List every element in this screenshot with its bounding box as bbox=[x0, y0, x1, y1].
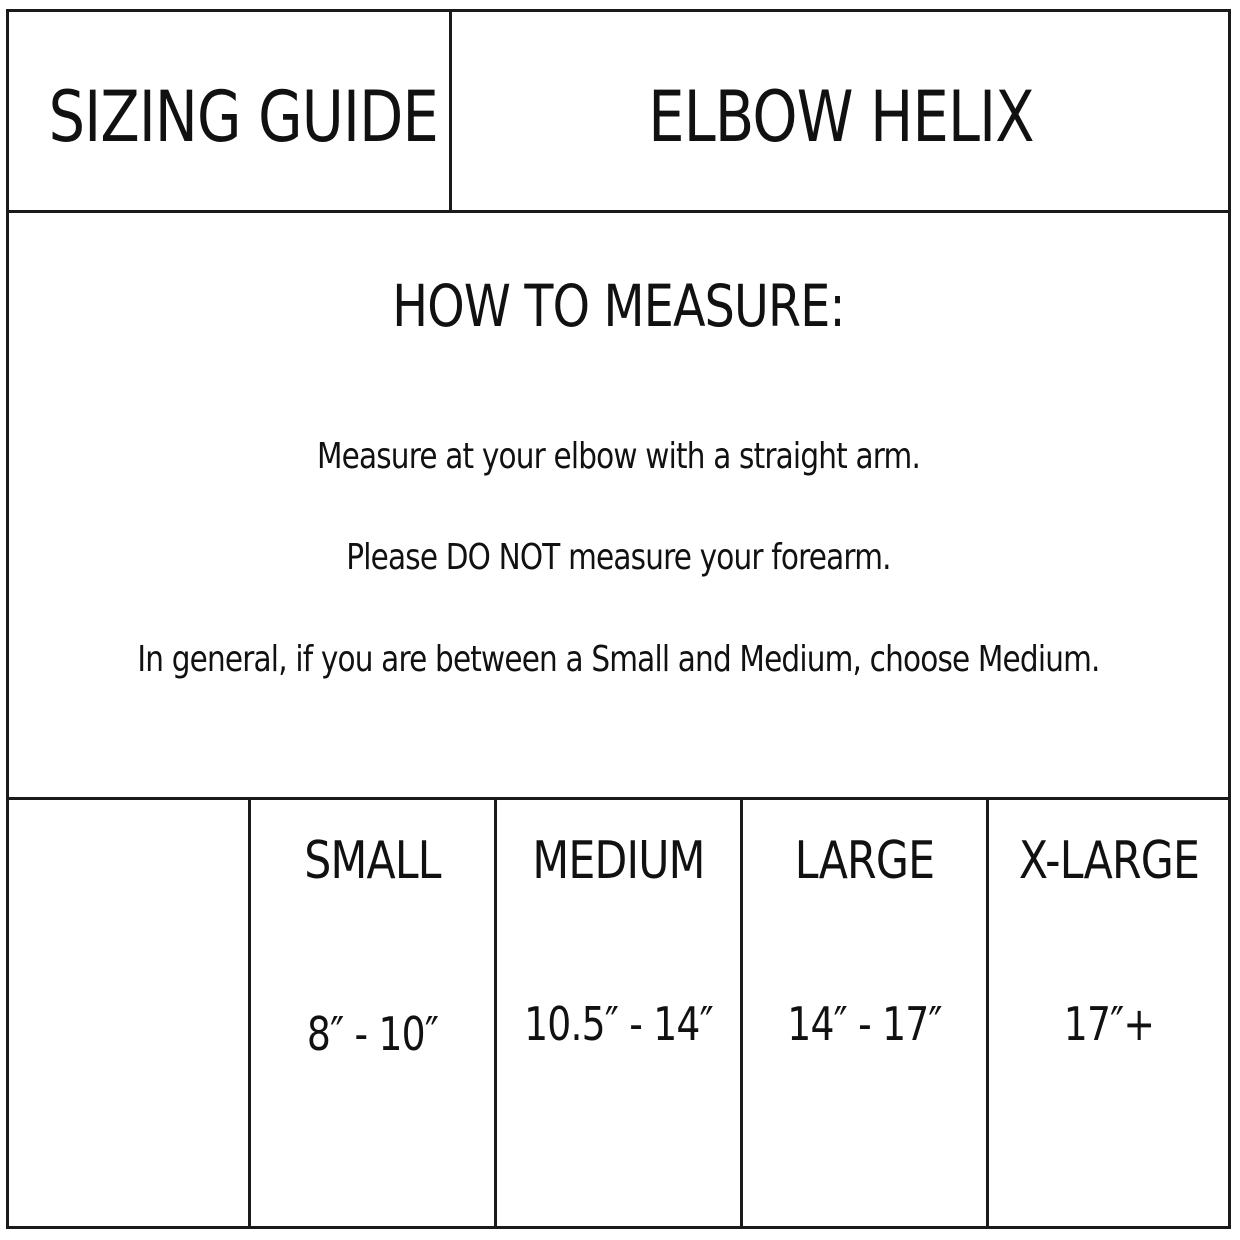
instruction-line-2: Please DO NOT measure your forearm. bbox=[346, 537, 891, 578]
header-column-divider bbox=[449, 9, 452, 212]
size-range-small: 8″ - 10″ bbox=[306, 1007, 439, 1061]
size-range-medium: 10.5″ - 14″ bbox=[524, 997, 713, 1051]
size-label-x-large: X-LARGE bbox=[1018, 831, 1200, 891]
size-label-small: SMALL bbox=[304, 831, 441, 891]
product-title: ELBOW HELIX bbox=[648, 76, 1034, 158]
size-range-large: 14″ - 17″ bbox=[787, 997, 942, 1051]
instruction-line-1: Measure at your elbow with a straight arm. bbox=[316, 436, 921, 477]
size-label-large: LARGE bbox=[794, 831, 935, 891]
size-column-divider-3 bbox=[740, 797, 743, 1229]
size-column-divider-1 bbox=[248, 797, 251, 1229]
size-label-medium: MEDIUM bbox=[532, 831, 705, 891]
instruction-line-3: In general, if you are between a Small and Medium, choose Medium. bbox=[137, 639, 1100, 680]
sizing-guide-title: SIZING GUIDE bbox=[48, 76, 438, 158]
table-divider bbox=[6, 797, 1231, 800]
header-divider bbox=[6, 210, 1231, 213]
size-range-x-large: 17″+ bbox=[1063, 997, 1155, 1051]
size-column-divider-4 bbox=[986, 797, 989, 1229]
size-column-divider-2 bbox=[494, 797, 497, 1229]
how-to-measure-title: HOW TO MEASURE: bbox=[392, 272, 845, 340]
